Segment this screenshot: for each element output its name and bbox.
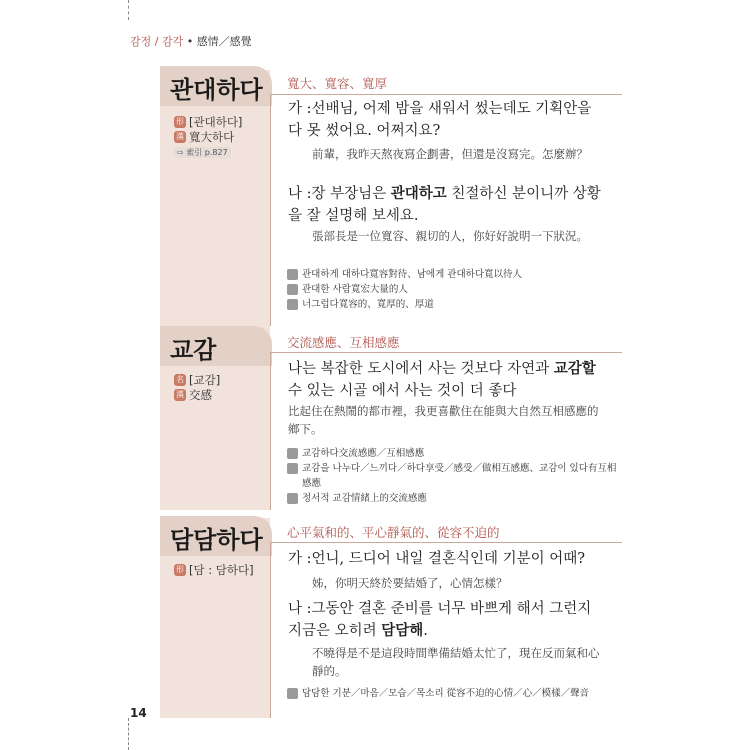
note-icon: [287, 688, 298, 699]
pos-badge: 形: [176, 565, 184, 574]
pos-badge: 形: [176, 117, 184, 126]
note-item: 관대한 사람寬宏大量的人: [287, 282, 617, 297]
speaker: 나 :: [288, 186, 312, 202]
running-head: [130, 33, 252, 49]
dialog-line-a: 가 :언니, 드디어 내일 결혼식인데 기분이 어때?: [288, 551, 586, 567]
chinese-translation: 張部長是一位寬容、親切的人，你好好說明一下狀況。: [312, 229, 588, 243]
korean-text: 선배님, 어제 밤을 새워서 썼는데도 기획안을 다 못 썼어요. 어쩌지요?: [288, 101, 592, 139]
hanja-badge: 漢: [176, 390, 184, 399]
pos-text: [교감]: [189, 373, 221, 387]
running-head-korean: 감정 / 감각: [130, 35, 184, 48]
note-icon: [287, 448, 298, 459]
usage-notes: [287, 446, 617, 506]
pos-line: [174, 114, 242, 130]
chinese-translation: 姊，你明天終於要結婚了，心情怎樣？: [312, 576, 508, 590]
crop-mark-bottom: [128, 718, 129, 750]
pos-text: [담 : 담하다]: [189, 563, 254, 577]
dialog-line-b: 나 :그동안 결혼 준비를 너무 바쁘게 해서 그런지 지금은 오히려 담담해.: [288, 601, 592, 639]
note-icon: [287, 284, 298, 295]
headword-box: [160, 326, 272, 366]
speaker: 가 :: [288, 101, 312, 117]
note-item: 정서적 교감情緒上的交流感應: [287, 491, 617, 506]
meaning: 心平氣和的、平心靜氣的、從容不迫的: [287, 525, 500, 540]
note-item: 관대하게 대하다寬容對待、남에게 관대하다寬以待人: [287, 267, 617, 282]
pos-text: [관대하다]: [189, 115, 243, 129]
chinese-translation: 比起住在熱鬧的都市裡，我更喜歡住在能與大自然互相感應的鄉下。: [288, 404, 599, 436]
divider: [270, 94, 271, 326]
note-item: 너그럽다寬容的、寬厚的、厚道: [287, 297, 617, 312]
usage-notes: [287, 686, 617, 701]
pos-line: [174, 372, 220, 388]
note-icon: [287, 493, 298, 504]
hanja-text: 寬大하다: [189, 130, 235, 144]
dialog-line-b: [288, 183, 608, 227]
hanja-text: 交感: [189, 388, 212, 402]
divider: [270, 352, 271, 510]
entry-side-panel: [160, 70, 270, 328]
headword-box: [160, 516, 272, 556]
note-item: 담담한 기분／마음／모습／목소리 從容不迫的心情／心／模樣／聲音: [287, 686, 617, 701]
pos-badge: 名: [176, 375, 184, 384]
headword: 관대하다: [170, 76, 263, 104]
note-icon: [287, 299, 298, 310]
chinese-translation: 前輩，我昨天熬夜寫企劃書，但還是沒寫完。怎麼辦？: [312, 147, 588, 161]
page-number: 14: [130, 706, 147, 720]
note-item: 교감을 나누다／느끼다／하다享受／感受／做相互感應、교감이 있다有互相感應: [287, 461, 617, 491]
chinese-translation: 不曉得是不是這段時間準備結婚太忙了，現在反而氣和心靜的。: [312, 646, 600, 678]
note-item: 교감하다交流感應／互相感應: [287, 446, 617, 461]
hanja-line: [174, 387, 212, 403]
crop-mark-top: [128, 0, 129, 20]
hanja-badge: 漢: [176, 132, 184, 141]
divider: [270, 542, 271, 718]
note-icon: [287, 269, 298, 280]
headword: 담담하다: [170, 526, 263, 554]
korean-text-bold: 관대하고: [390, 186, 447, 202]
running-head-separator: •: [183, 35, 197, 48]
pos-line: [174, 562, 254, 578]
meaning: 寬大、寬容、寬厚: [287, 76, 388, 91]
note-icon: [287, 463, 298, 474]
example-sentence: 나는 복잡한 도시에서 사는 것보다 자연과 교감할 수 있는 시골 에서 사는 것이 더 좋다: [288, 361, 596, 399]
dialog-line-a: [288, 98, 608, 142]
meaning: 交流感應、互相感應: [287, 335, 400, 350]
usage-notes: [287, 267, 617, 312]
headword-box: [160, 66, 272, 106]
index-ref: ⇨ 索引 p.827: [174, 147, 231, 158]
korean-text-post: 친절하신 분이니까 상황을 잘 설명해 보세요.: [288, 186, 601, 224]
running-head-chinese: 感情／感覺: [196, 35, 252, 48]
headword: 교감: [170, 336, 217, 364]
hanja-line: [174, 129, 234, 145]
korean-text-pre: 장 부장님은: [311, 186, 391, 202]
